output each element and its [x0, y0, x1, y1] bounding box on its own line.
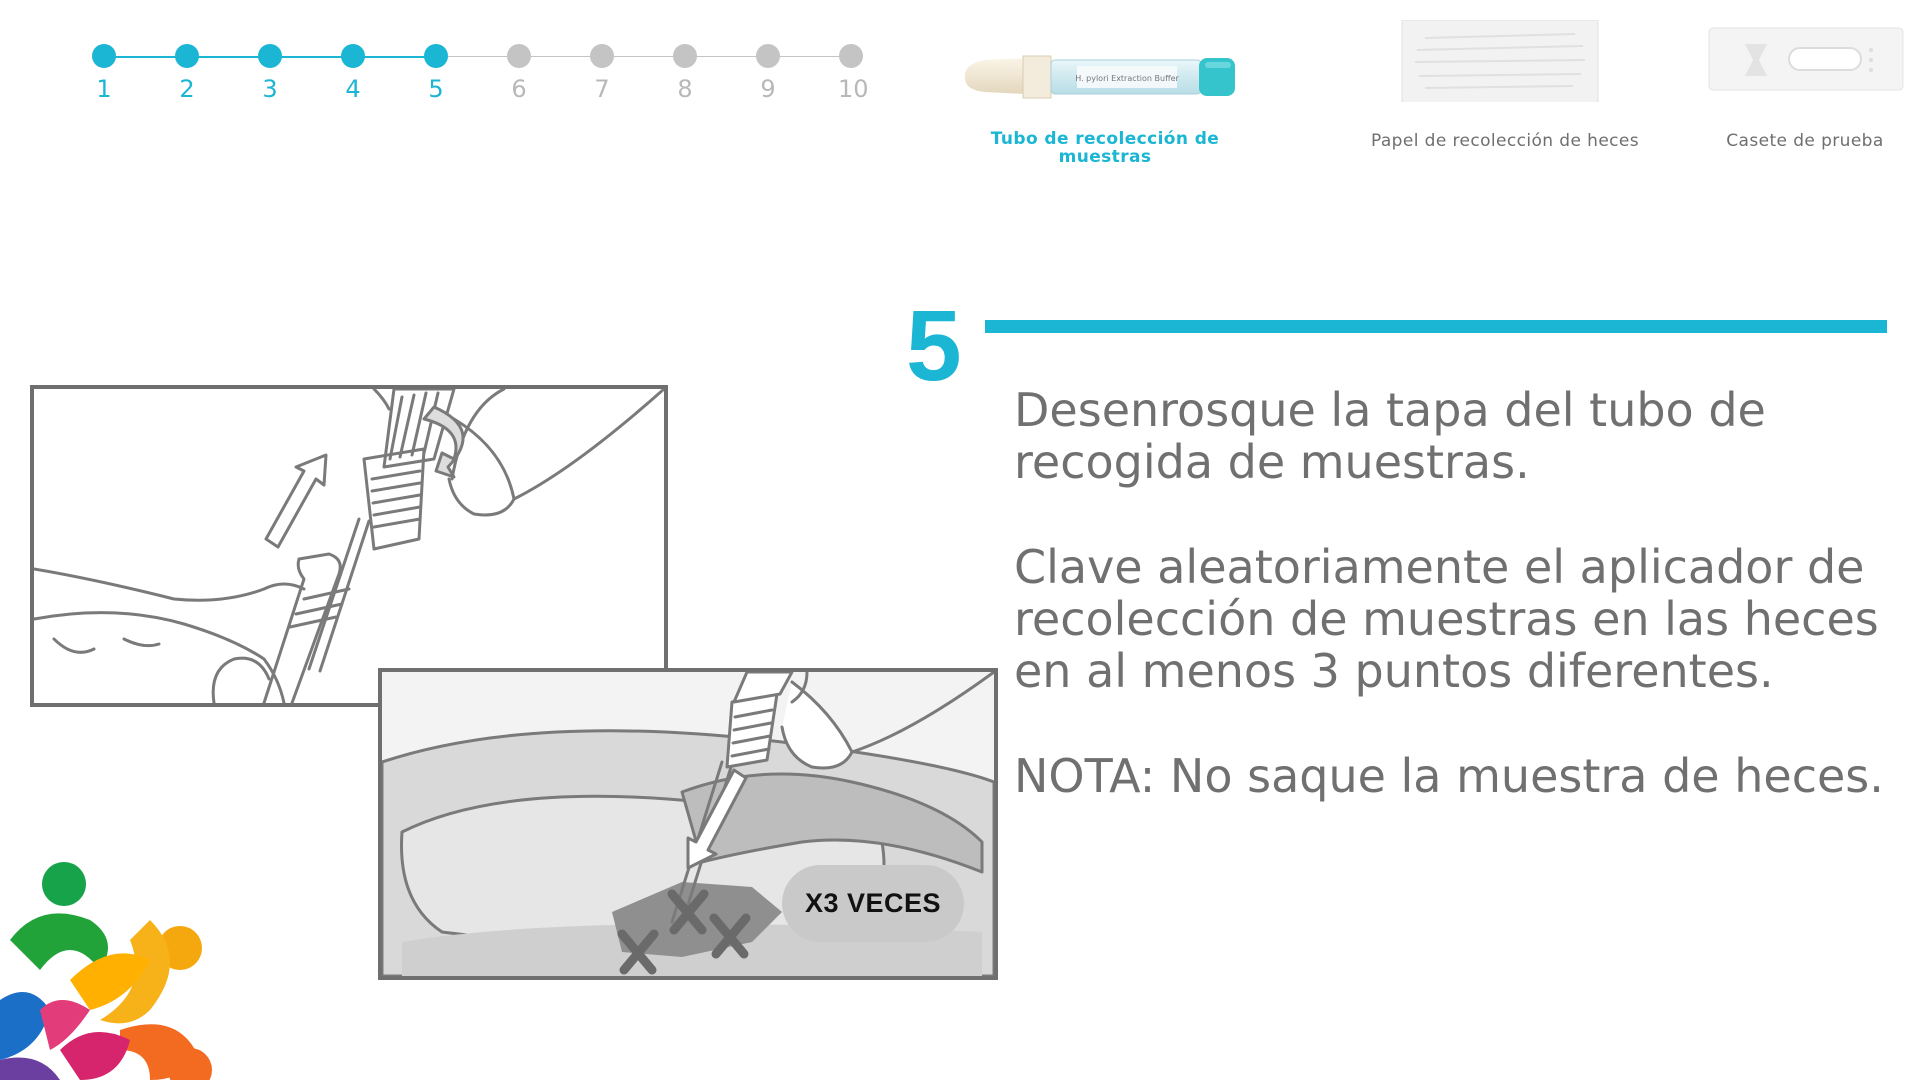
stepper-number: 5 [428, 75, 444, 103]
item-sample-tube [955, 20, 1255, 166]
stepper-dot [839, 44, 863, 68]
instruction-unscrew: Desenrosque la tapa del tubo de recogida de muestras. [1014, 383, 1766, 489]
stepper-number: 6 [511, 75, 527, 103]
item-label-sample-tube: Tubo de recolección de muestras [990, 129, 1220, 167]
stepper-dot [424, 44, 448, 68]
stepper-number: 3 [262, 75, 278, 103]
item-test-cassette [1705, 20, 1905, 150]
stepper-number: 4 [345, 75, 361, 103]
rotate-arrow-icon [424, 407, 463, 477]
stepper-dot [673, 44, 697, 68]
stepper-number: 8 [677, 75, 693, 103]
item-stool-paper [1355, 20, 1655, 150]
stepper-step-6 [506, 44, 532, 104]
stepper-step-5 [423, 44, 449, 104]
stepper-dot [92, 44, 116, 68]
item-label-stool-paper: Papel de recolección de heces [1370, 131, 1640, 151]
progress-stepper [96, 44, 884, 114]
item-label-test-cassette: Casete de prueba [1726, 131, 1884, 151]
stepper-step-3 [257, 44, 283, 104]
tube-label-text: H. pylori Extraction Buffer [1075, 74, 1179, 83]
logo-people-icon [0, 860, 220, 1080]
instruction-note: NOTA: No saque la muestra de heces. [1014, 749, 1884, 803]
stepper-step-4 [340, 44, 366, 104]
stepper-number: 1 [96, 75, 112, 103]
stepper-step-7 [589, 44, 615, 104]
step-heading-rule [985, 320, 1887, 333]
stepper-dot [756, 44, 780, 68]
instructions [1014, 384, 1894, 855]
stool-paper-image [1355, 20, 1655, 102]
stepper-step-9 [755, 44, 781, 104]
collection-tube-image [955, 20, 1255, 102]
stepper-dot [590, 44, 614, 68]
repeat-badge: X3 VECES [782, 865, 964, 942]
stepper-number: 7 [594, 75, 610, 103]
stepper-number: 2 [179, 75, 195, 103]
stepper-number: 10 [838, 75, 869, 103]
illustration-unscrew-cap [30, 385, 668, 707]
up-arrow-icon [266, 455, 326, 547]
step-number: 5 [906, 290, 962, 402]
stepper-dot [341, 44, 365, 68]
stepper-dot [175, 44, 199, 68]
test-cassette-image [1705, 20, 1905, 102]
stepper-dot [258, 44, 282, 68]
stepper-step-1 [91, 44, 117, 104]
stepper-step-2 [174, 44, 200, 104]
stepper-step-10 [838, 44, 869, 104]
instruction-stab: Clave aleatoriamente el aplicador de recolección de muestras en las heces en al menos 3 puntos diferentes. [1014, 540, 1879, 698]
stepper-step-8 [672, 44, 698, 104]
stepper-number: 9 [760, 75, 776, 103]
stepper-dot [507, 44, 531, 68]
